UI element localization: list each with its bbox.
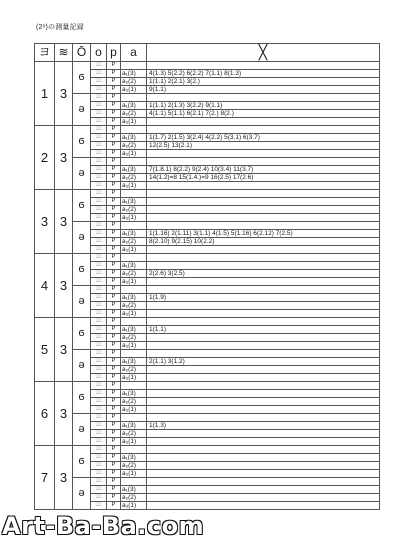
group-number: 5	[35, 318, 55, 382]
block-symbol: ə	[73, 222, 91, 254]
x-cell: 2(2.6) 3(2.5)	[147, 270, 380, 278]
a-cell: a₁(3)	[121, 262, 147, 270]
x-cell: 1(1.7) 2(1.5) 3(2.4) 4(2.2) 5(3.1) 6(3.7)	[147, 134, 380, 142]
p-cell: P	[107, 342, 121, 350]
x-cell	[147, 254, 380, 262]
x-cell	[147, 318, 380, 326]
group-number: 1	[35, 62, 55, 126]
x-cell	[147, 486, 380, 494]
group-count: 3	[55, 318, 73, 382]
x-cell	[147, 126, 380, 134]
x-cell	[147, 374, 380, 382]
o-cell: □	[91, 254, 107, 262]
p-cell: P	[107, 166, 121, 174]
x-cell	[147, 350, 380, 358]
block-symbol: ə	[73, 94, 91, 126]
x-cell	[147, 462, 380, 470]
x-cell: 1(1.16) 2(1.11) 3(1.1) 4(1.5) 5(1.16) 6(2.12) 7(2.5)	[147, 230, 380, 238]
o-cell: □	[91, 118, 107, 126]
p-cell: P	[107, 78, 121, 86]
a-cell	[121, 126, 147, 134]
table-row	[35, 126, 380, 134]
a-cell: a₃(1)	[121, 246, 147, 254]
block-symbol: ə	[73, 478, 91, 510]
block-symbol: ϭ	[73, 62, 91, 94]
p-cell: P	[107, 126, 121, 134]
p-cell: P	[107, 174, 121, 182]
x-cell: 2(1.1) 3(1.2)	[147, 358, 380, 366]
p-cell: P	[107, 302, 121, 310]
group-count: 3	[55, 126, 73, 190]
p-cell: P	[107, 238, 121, 246]
a-cell: a₃(1)	[121, 374, 147, 382]
x-cell	[147, 406, 380, 414]
o-cell: □	[91, 70, 107, 78]
a-cell: a₁(3)	[121, 102, 147, 110]
group-count: 3	[55, 190, 73, 254]
o-cell: □	[91, 238, 107, 246]
p-cell: P	[107, 294, 121, 302]
a-cell	[121, 446, 147, 454]
table-row	[35, 382, 380, 390]
o-cell: □	[91, 406, 107, 414]
x-cell: 1(1.9)	[147, 294, 380, 302]
survey-record-table	[34, 43, 380, 510]
p-cell: P	[107, 358, 121, 366]
a-cell: a₃(1)	[121, 342, 147, 350]
group-count: 3	[55, 254, 73, 318]
table-row	[35, 318, 380, 326]
o-cell: □	[91, 318, 107, 326]
p-cell: P	[107, 142, 121, 150]
a-cell: a₁(3)	[121, 326, 147, 334]
x-cell	[147, 454, 380, 462]
p-cell: P	[107, 110, 121, 118]
p-cell: P	[107, 478, 121, 486]
a-cell: a₁(3)	[121, 230, 147, 238]
a-cell: a₃(1)	[121, 182, 147, 190]
o-cell: □	[91, 134, 107, 142]
o-cell: □	[91, 478, 107, 486]
p-cell: P	[107, 494, 121, 502]
x-cell	[147, 262, 380, 270]
o-cell: □	[91, 102, 107, 110]
a-cell: a₃(1)	[121, 278, 147, 286]
p-cell: P	[107, 246, 121, 254]
p-cell: P	[107, 502, 121, 510]
x-cell	[147, 190, 380, 198]
x-cell	[147, 502, 380, 510]
x-cell	[147, 214, 380, 222]
x-cell	[147, 94, 380, 102]
a-cell: a₃(1)	[121, 438, 147, 446]
o-cell: □	[91, 206, 107, 214]
group-number: 2	[35, 126, 55, 190]
a-cell	[121, 222, 147, 230]
a-cell	[121, 254, 147, 262]
x-cell: 9(1.1)	[147, 86, 380, 94]
a-cell: a₂(2)	[121, 270, 147, 278]
p-cell: P	[107, 270, 121, 278]
table-row	[35, 478, 380, 486]
a-cell: a₂(2)	[121, 302, 147, 310]
p-cell: P	[107, 430, 121, 438]
o-cell: □	[91, 230, 107, 238]
x-cell	[147, 150, 380, 158]
o-cell: □	[91, 270, 107, 278]
x-cell	[147, 414, 380, 422]
x-cell: 4(1.3) 5(2.2) 6(2.2) 7(1.1) 8(1.3)	[147, 70, 380, 78]
header-col5: p	[107, 44, 121, 62]
o-cell: □	[91, 302, 107, 310]
o-cell: □	[91, 438, 107, 446]
block-symbol: ə	[73, 286, 91, 318]
o-cell: □	[91, 86, 107, 94]
o-cell: □	[91, 126, 107, 134]
x-cell: 1(1.1)	[147, 326, 380, 334]
a-cell	[121, 62, 147, 70]
a-cell	[121, 94, 147, 102]
o-cell: □	[91, 294, 107, 302]
x-cell	[147, 158, 380, 166]
o-cell: □	[91, 62, 107, 70]
a-cell: a₂(2)	[121, 78, 147, 86]
table-row	[35, 62, 380, 70]
p-cell: P	[107, 134, 121, 142]
a-cell: a₂(2)	[121, 494, 147, 502]
o-cell: □	[91, 198, 107, 206]
o-cell: □	[91, 190, 107, 198]
o-cell: □	[91, 374, 107, 382]
group-count: 3	[55, 382, 73, 446]
x-cell	[147, 494, 380, 502]
x-cell	[147, 222, 380, 230]
a-cell: a₂(2)	[121, 206, 147, 214]
p-cell: P	[107, 446, 121, 454]
o-cell: □	[91, 246, 107, 254]
a-cell	[121, 350, 147, 358]
p-cell: P	[107, 422, 121, 430]
x-cell	[147, 62, 380, 70]
o-cell: □	[91, 358, 107, 366]
a-cell: a₂(2)	[121, 174, 147, 182]
o-cell: □	[91, 214, 107, 222]
x-cell: 14(1.2)=8 15(1.4.)=9 16(2.5) 17(2.6)	[147, 174, 380, 182]
o-cell: □	[91, 414, 107, 422]
p-cell: P	[107, 390, 121, 398]
x-cell	[147, 470, 380, 478]
p-cell: P	[107, 462, 121, 470]
block-symbol: ϭ	[73, 318, 91, 350]
a-cell: a₁(3)	[121, 198, 147, 206]
o-cell: □	[91, 486, 107, 494]
a-cell: a₁(3)	[121, 454, 147, 462]
a-cell: a₁(3)	[121, 358, 147, 366]
p-cell: P	[107, 94, 121, 102]
p-cell: P	[107, 286, 121, 294]
header-col1: ヨ	[35, 44, 55, 62]
a-cell: a₂(2)	[121, 366, 147, 374]
p-cell: P	[107, 310, 121, 318]
table-row	[35, 446, 380, 454]
a-cell: a₃(1)	[121, 406, 147, 414]
p-cell: P	[107, 86, 121, 94]
o-cell: □	[91, 334, 107, 342]
group-count: 3	[55, 446, 73, 510]
x-cell	[147, 206, 380, 214]
o-cell: □	[91, 222, 107, 230]
x-cell	[147, 118, 380, 126]
a-cell	[121, 286, 147, 294]
a-cell	[121, 158, 147, 166]
block-symbol: ϭ	[73, 126, 91, 158]
header-row	[35, 44, 380, 62]
x-cell: 7(1.8.1) 8(2.2) 9(2.4) 10(3.4) 11(3.7)	[147, 166, 380, 174]
x-cell	[147, 366, 380, 374]
p-cell: P	[107, 118, 121, 126]
a-cell: a₂(2)	[121, 430, 147, 438]
p-cell: P	[107, 334, 121, 342]
p-cell: P	[107, 438, 121, 446]
header-col4: o	[91, 44, 107, 62]
o-cell: □	[91, 430, 107, 438]
a-cell: a₁(3)	[121, 166, 147, 174]
o-cell: □	[91, 182, 107, 190]
x-cell: 1(1.1) 2(2.1) 3(2.)	[147, 78, 380, 86]
o-cell: □	[91, 286, 107, 294]
x-cell	[147, 302, 380, 310]
a-cell: a₂(2)	[121, 398, 147, 406]
table-row	[35, 286, 380, 294]
o-cell: □	[91, 390, 107, 398]
x-cell	[147, 334, 380, 342]
p-cell: P	[107, 406, 121, 414]
p-cell: P	[107, 454, 121, 462]
document-title: (2ᵒ)の測量記録	[36, 24, 84, 31]
block-symbol: ə	[73, 158, 91, 190]
table-row	[35, 94, 380, 102]
x-cell	[147, 478, 380, 486]
group-number: 4	[35, 254, 55, 318]
x-cell	[147, 438, 380, 446]
p-cell: P	[107, 470, 121, 478]
o-cell: □	[91, 94, 107, 102]
a-cell	[121, 190, 147, 198]
a-cell: a₃(1)	[121, 118, 147, 126]
p-cell: P	[107, 182, 121, 190]
x-cell	[147, 278, 380, 286]
header-col6: a	[121, 44, 147, 62]
p-cell: P	[107, 214, 121, 222]
o-cell: □	[91, 470, 107, 478]
o-cell: □	[91, 174, 107, 182]
x-cell: 1(1.1) 2(1.3) 3(2.2) 9(1.1)	[147, 102, 380, 110]
o-cell: □	[91, 278, 107, 286]
a-cell: a₃(1)	[121, 310, 147, 318]
o-cell: □	[91, 310, 107, 318]
a-cell: a₂(2)	[121, 110, 147, 118]
o-cell: □	[91, 366, 107, 374]
o-cell: □	[91, 454, 107, 462]
table-row	[35, 350, 380, 358]
p-cell: P	[107, 414, 121, 422]
table-row	[35, 222, 380, 230]
table-row	[35, 254, 380, 262]
x-cell	[147, 446, 380, 454]
a-cell	[121, 318, 147, 326]
o-cell: □	[91, 398, 107, 406]
header-col2: ≋	[55, 44, 73, 62]
x-cell	[147, 286, 380, 294]
table-body	[35, 62, 380, 510]
p-cell: P	[107, 62, 121, 70]
p-cell: P	[107, 366, 121, 374]
group-number: 7	[35, 446, 55, 510]
block-symbol: ə	[73, 414, 91, 446]
group-number: 3	[35, 190, 55, 254]
p-cell: P	[107, 398, 121, 406]
o-cell: □	[91, 422, 107, 430]
o-cell: □	[91, 326, 107, 334]
a-cell	[121, 414, 147, 422]
p-cell: P	[107, 222, 121, 230]
o-cell: □	[91, 166, 107, 174]
x-cell	[147, 198, 380, 206]
a-cell: a₁(3)	[121, 294, 147, 302]
x-cell: 8(2.10) 9(2.15) 10(2.2)	[147, 238, 380, 246]
a-cell: a₁(3)	[121, 134, 147, 142]
table-row	[35, 414, 380, 422]
group-count: 3	[55, 62, 73, 126]
p-cell: P	[107, 158, 121, 166]
p-cell: P	[107, 318, 121, 326]
header-col7: ╳	[147, 44, 380, 62]
p-cell: P	[107, 350, 121, 358]
x-cell	[147, 430, 380, 438]
p-cell: P	[107, 190, 121, 198]
a-cell: a₂(2)	[121, 142, 147, 150]
block-symbol: ϭ	[73, 254, 91, 286]
table-row	[35, 158, 380, 166]
o-cell: □	[91, 446, 107, 454]
o-cell: □	[91, 142, 107, 150]
x-cell: 1(1.3)	[147, 422, 380, 430]
p-cell: P	[107, 278, 121, 286]
p-cell: P	[107, 150, 121, 158]
x-cell	[147, 246, 380, 254]
a-cell: a₂(2)	[121, 462, 147, 470]
x-cell	[147, 342, 380, 350]
x-cell	[147, 390, 380, 398]
p-cell: P	[107, 198, 121, 206]
x-cell	[147, 182, 380, 190]
a-cell: a₁(3)	[121, 486, 147, 494]
p-cell: P	[107, 70, 121, 78]
a-cell: a₂(2)	[121, 334, 147, 342]
o-cell: □	[91, 342, 107, 350]
a-cell: a₃(1)	[121, 470, 147, 478]
o-cell: □	[91, 494, 107, 502]
block-symbol: ϭ	[73, 446, 91, 478]
block-symbol: ϭ	[73, 382, 91, 414]
watermark: Art-Ba-Ba.com	[2, 512, 205, 540]
p-cell: P	[107, 102, 121, 110]
p-cell: P	[107, 206, 121, 214]
p-cell: P	[107, 382, 121, 390]
a-cell: a₃(1)	[121, 214, 147, 222]
a-cell: a₂(2)	[121, 238, 147, 246]
p-cell: P	[107, 254, 121, 262]
a-cell: a₁(3)	[121, 422, 147, 430]
a-cell	[121, 382, 147, 390]
o-cell: □	[91, 150, 107, 158]
o-cell: □	[91, 350, 107, 358]
o-cell: □	[91, 382, 107, 390]
x-cell	[147, 382, 380, 390]
p-cell: P	[107, 326, 121, 334]
block-symbol: ϭ	[73, 190, 91, 222]
a-cell: a₃(1)	[121, 150, 147, 158]
x-cell: 12(2.5) 13(2.1)	[147, 142, 380, 150]
o-cell: □	[91, 262, 107, 270]
x-cell	[147, 310, 380, 318]
o-cell: □	[91, 462, 107, 470]
o-cell: □	[91, 78, 107, 86]
header-col3: Ō	[73, 44, 91, 62]
o-cell: □	[91, 502, 107, 510]
a-cell: a₃(1)	[121, 86, 147, 94]
group-number: 6	[35, 382, 55, 446]
p-cell: P	[107, 230, 121, 238]
a-cell: a₁(3)	[121, 70, 147, 78]
x-cell: 4(1.1) 5(1.1) 6(2.1) 7(2.) 8(2.)	[147, 110, 380, 118]
x-cell	[147, 398, 380, 406]
table-row	[35, 190, 380, 198]
o-cell: □	[91, 158, 107, 166]
a-cell: a₁(3)	[121, 390, 147, 398]
p-cell: P	[107, 486, 121, 494]
p-cell: P	[107, 262, 121, 270]
p-cell: P	[107, 374, 121, 382]
block-symbol: ə	[73, 350, 91, 382]
o-cell: □	[91, 110, 107, 118]
a-cell	[121, 478, 147, 486]
a-cell: a₃(1)	[121, 502, 147, 510]
